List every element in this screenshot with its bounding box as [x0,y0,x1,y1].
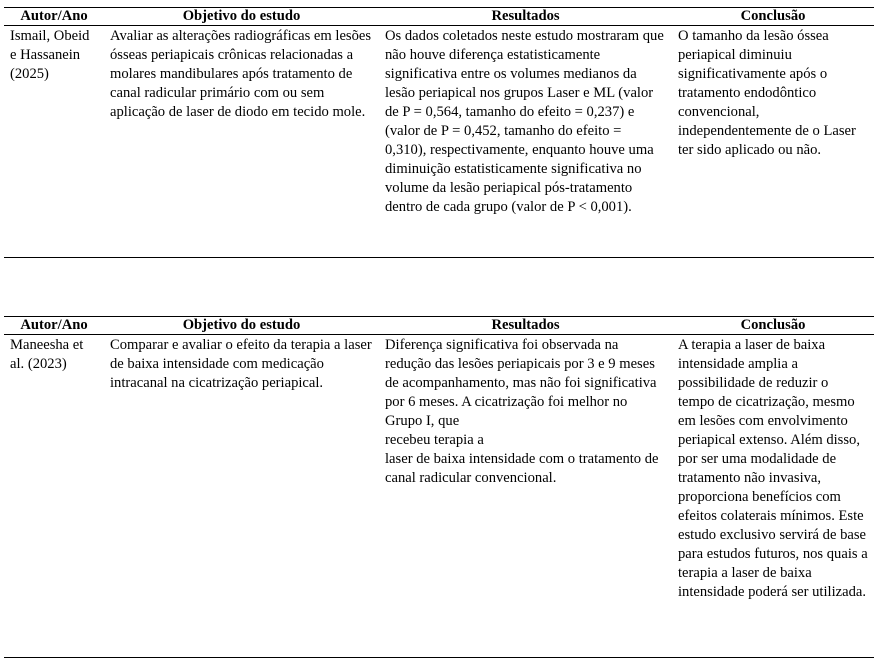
header-results: Resultados [379,8,672,26]
table-header-row [4,8,874,26]
header-results: Resultados [379,317,672,335]
header-conclusion: Conclusão [672,8,874,26]
study-table-1 [4,7,874,258]
cell-author: Maneesha et al. (2023) [10,337,84,372]
header-objective: Objetivo do estudo [104,317,379,335]
cell-objective: Avaliar as alterações radiográficas em lesões ósseas periapicais crônicas relacionadas a molares mandibulares após tratamento de canal radicular primário com ou sem aplicação de laser de diodo em tecido mole. [110,28,372,120]
table-row [4,335,874,658]
cell-conclusion: O tamanho da lesão óssea periapical diminuiu significativamente após o tratamento endodôntico convencional, independentemente de o Laser ter sido aplicado ou não. [678,28,856,158]
results-text-part: recebeu terapia a [385,432,484,448]
cell-conclusion: A terapia a laser de baixa intensidade amplia a possibilidade de reduzir o tempo de cicatrização, mesmo em lesões com envolvimento periapical extenso. Além disso, por ser uma modalidade de tratamento não invasiva, proporciona benefícios com efeitos colaterais mínimos. Este estudo exclusivo servirá de base para estudos futuros, nos quais a terapia a laser de baixa intensidade poderá ser utilizada. [678,337,868,600]
header-author: Autor/Ano [4,8,104,26]
header-author: Autor/Ano [4,317,104,335]
table-header-row [4,317,874,335]
cell-author: Ismail, Obeid e Hassanein (2025) [10,28,90,82]
results-text-part: laser de baixa intensidade com o tratamento de canal radicular convencional. [385,451,659,486]
results-text-part: Diferença significativa foi observada na redução das lesões periapicais por 3 e 9 meses de acompanhamento, mas não foi significativa por 6 meses. A cicatrização foi melhor no Grupo I, que [385,337,657,429]
header-objective: Objetivo do estudo [104,8,379,26]
table-row [4,26,874,258]
cell-results: Os dados coletados neste estudo mostraram que não houve diferença estatisticamente significativa entre os volumes medianos da lesão periapical nos grupos Laser e ML (valor de P = 0,564, tamanho do efeito = 0,237) e (valor de P = 0,452, tamanho do efeito = 0,310), respectivamente, enquanto houve uma diminuição estatisticamente significativa no volume da lesão periapical pós-tratamento dentro de cada grupo (valor de P < 0,001). [385,28,664,215]
cell-objective: Comparar e avaliar o efeito da terapia a laser de baixa intensidade com medicação intracanal na cicatrização periapical. [110,337,372,391]
study-table-2 [4,316,874,658]
cell-results [379,335,672,658]
header-conclusion: Conclusão [672,317,874,335]
